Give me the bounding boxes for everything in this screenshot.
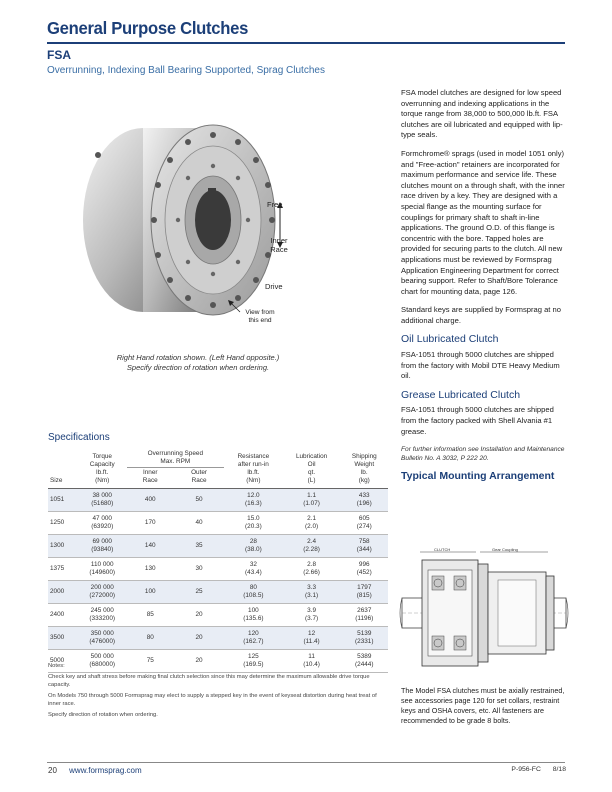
description-column — [401, 88, 571, 487]
col-header-size: Size — [48, 448, 78, 489]
table-cell: 130 — [144, 565, 156, 572]
grease-text: FSA-1051 through 5000 clutches are shipped from the factory packed with Shell Alvania #1 grease. — [401, 405, 554, 436]
table-cell: 350 000 (476000) — [89, 630, 116, 645]
dim-label-clutch: CLUTCH — [434, 547, 451, 552]
table-cell: 2000 — [50, 588, 65, 595]
table-cell: 3500 — [50, 634, 65, 641]
label-free: Free — [267, 200, 283, 209]
table-cell: 20 — [195, 657, 203, 664]
description-paragraph: Standard keys are supplied by Formsprag at no additional charge. — [401, 305, 561, 325]
table-cell: 500 000 (680000) — [89, 653, 116, 668]
table-cell: 2.4 (2.28) — [303, 538, 320, 553]
table-cell: 120 (162.7) — [243, 630, 264, 645]
table-cell: 996 (452) — [356, 561, 372, 576]
table-cell: 69 000 (93840) — [91, 538, 114, 553]
col-header-shipping-weight: Shipping Weight lb. (kg) — [341, 448, 388, 489]
table-cell: 40 — [195, 519, 203, 526]
oil-text: FSA-1051 through 5000 clutches are shipped from the factory with Mobil DTE Heavy Medium oil. — [401, 350, 560, 381]
note-item: Specify direction of rotation when ordering. — [48, 711, 158, 718]
footer-right — [511, 766, 566, 773]
table-cell: 12 (11.4) — [303, 630, 320, 645]
table-cell: 15.0 (20.3) — [245, 515, 262, 530]
table-row — [48, 512, 388, 535]
page-title: General Purpose Clutches — [47, 18, 249, 38]
table-cell: 605 (274) — [356, 515, 372, 530]
table-cell: 80 — [146, 634, 154, 641]
model-name: FSA — [47, 48, 71, 62]
table-cell: 80 (108.5) — [243, 584, 264, 599]
grease-note: For further information see Installation and Maintenance Bulletin No. A 3032, P 222 20. — [401, 446, 565, 463]
table-cell: 170 — [144, 519, 156, 526]
table-cell: 2.8 (2.66) — [303, 561, 320, 576]
table-cell: 433 (196) — [356, 492, 372, 507]
col-header-outer-race: Outer Race — [174, 468, 224, 489]
table-cell: 140 — [144, 542, 156, 549]
dim-label-coupling: Gear Coupling — [492, 547, 518, 552]
mounting-diagram — [398, 546, 570, 682]
table-row — [48, 581, 388, 604]
notes-title: Notes: — [48, 663, 65, 669]
table-cell: 5000 — [50, 657, 65, 664]
table-cell: 1051 — [50, 496, 65, 503]
description-paragraph: Formchrome® sprags (used in model 1051 only) and "Free-action" retainers are incorporated for maximum performance and service life. These clutches mount on a through shaft, with the inner race driven by a key. They are designed with a special flange as the mounting surface for couplings for primary shaft to shaft in-line applications. The ground O.D. of this flange is concentric with the bore. Tapped holes are provided for securing parts to the clutch. All new applications must be reviewed by Formsprag Application Engineering Department for correct bearing support. Refer to Shaft/Bore Tolerance chart for mounting data, page 126. — [401, 148, 565, 296]
label-drive: Drive — [265, 282, 283, 291]
table-cell: 110 000 (149600) — [89, 561, 116, 576]
footer-left — [48, 766, 142, 775]
table-cell: 30 — [195, 565, 203, 572]
note-item: On Models 750 through 5000 Formsprag may elect to supply a stepped key in the event of keyseat distortion during heat treat of inner race. — [48, 692, 377, 708]
page-subtitle: Overrunning, Indexing Ball Bearing Supported, Sprag Clutches — [47, 65, 325, 76]
table-cell: 5139 (2331) — [355, 630, 374, 645]
table-cell: 28 (38.0) — [245, 538, 262, 553]
table-cell: 3.9 (3.7) — [305, 607, 319, 622]
table-row — [48, 604, 388, 627]
col-header-resistance: Resistance after run-in lb.ft. (Nm) — [224, 448, 283, 489]
table-cell: 2400 — [50, 611, 65, 618]
col-header-inner-race: Inner Race — [127, 468, 174, 489]
specifications-table — [48, 448, 388, 673]
table-cell: 1797 (815) — [356, 584, 372, 599]
page-number: 20 — [48, 766, 57, 775]
table-cell: 758 (344) — [356, 538, 372, 553]
grease-heading: Grease Lubricated Clutch — [401, 388, 521, 401]
table-cell: 20 — [195, 634, 203, 641]
table-cell: 3.3 (3.1) — [305, 584, 319, 599]
label-inner-race: Inner Race — [270, 236, 288, 254]
table-cell: 2637 (1196) — [355, 607, 374, 622]
title-rule — [47, 42, 565, 44]
description-paragraph: FSA model clutches are designed for low speed overrunning and indexing applications in the torque range from 38,000 to 500,000 lb.ft. FSA clutches are oil lubricated and equipped with lip-type seals. — [401, 88, 563, 140]
label-view-from-end: View from this end — [245, 309, 275, 324]
table-cell: 1.1 (1.07) — [303, 492, 320, 507]
col-header-overrunning-speed: Overrunning Speed Max. RPM — [127, 448, 225, 468]
table-cell: 1375 — [50, 565, 65, 572]
table-cell: 85 — [146, 611, 154, 618]
table-cell: 100 — [144, 588, 156, 595]
table-cell: 32 (43.4) — [245, 561, 262, 576]
table-cell: 20 — [195, 611, 203, 618]
table-cell: 50 — [195, 496, 203, 503]
table-cell: 35 — [195, 542, 203, 549]
table-cell: 12.0 (16.3) — [245, 492, 262, 507]
table-cell: 5389 (2444) — [355, 653, 374, 668]
specifications-body — [48, 489, 388, 673]
col-header-lubrication: Lubrication Oil qt. (L) — [283, 448, 341, 489]
table-row — [48, 489, 388, 512]
note-item: Check key and shaft stress before making final clutch selection since this may determine the maximum allowable drive torque capacity. — [48, 673, 370, 689]
col-header-torque: Torque Capacity lb.ft. (Nm) — [78, 448, 127, 489]
table-cell: 245 000 (333200) — [89, 607, 116, 622]
table-cell: 400 — [144, 496, 156, 503]
notes-section — [48, 662, 388, 722]
specs-title: Specifications — [48, 432, 110, 443]
table-row — [48, 627, 388, 650]
mounting-note: The Model FSA clutches must be axially restrained, see accessories page 120 for set collars, restraint keys and OSHA covers, etc. All fasteners are recommended to be grade 8 bolts. — [401, 686, 565, 725]
document-code: P-956-FC — [511, 766, 541, 773]
table-cell: 47 000 (63920) — [91, 515, 114, 530]
table-cell: 75 — [146, 657, 154, 664]
table-cell: 25 — [195, 588, 203, 595]
table-cell: 100 (135.6) — [243, 607, 264, 622]
table-row — [48, 535, 388, 558]
table-cell: 11 (10.4) — [303, 653, 320, 668]
document-date: 8/18 — [552, 766, 566, 773]
footer-rule — [47, 762, 565, 763]
table-cell: 200 000 (272000) — [89, 584, 116, 599]
oil-heading: Oil Lubricated Clutch — [401, 333, 499, 346]
table-cell: 125 (169.5) — [243, 653, 264, 668]
table-row — [48, 558, 388, 581]
figure-caption: Right Hand rotation shown. (Left Hand opposite.) Specify direction of rotation when ordering. — [116, 353, 280, 372]
table-cell: 2.1 (2.0) — [305, 515, 319, 530]
mounting-heading: Typical Mounting Arrangement — [401, 470, 555, 483]
website-link[interactable]: www.formsprag.com — [69, 766, 142, 775]
table-cell: 38 000 (51680) — [91, 492, 114, 507]
table-cell: 1300 — [50, 542, 65, 549]
clutch-product-image — [48, 80, 368, 350]
table-cell: 1250 — [50, 519, 65, 526]
